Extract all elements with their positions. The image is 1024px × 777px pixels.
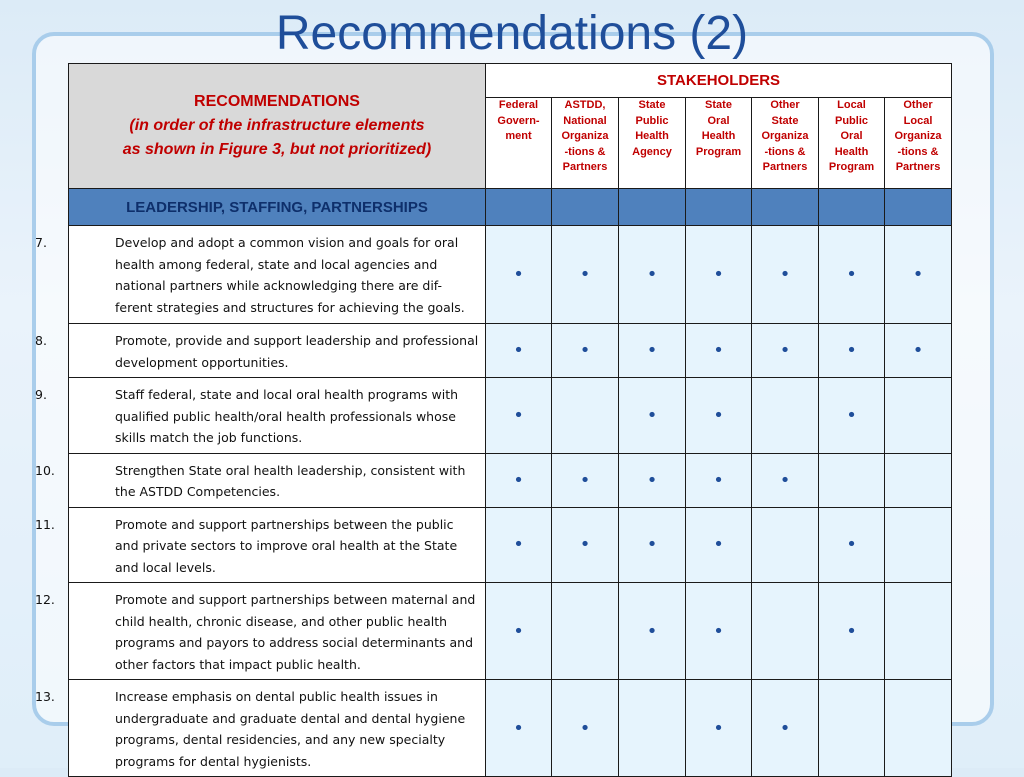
stakeholder-empty-cell [752,507,819,583]
bullet-dot-icon: • [713,620,724,642]
recommendation-number: 9. [35,387,47,402]
stakeholder-dot-cell [486,324,552,378]
stakeholder-column-header-line: Oral [840,130,863,142]
recommendations-header-sub2: as shown in Figure 3, but not prioritized) [122,141,432,158]
table-row [69,680,952,777]
recommendation-text: Strengthen State oral health leadership, consistent with the ASTDD Competencies. [115,462,466,499]
bullet-dot-icon: • [713,717,724,739]
table-row [69,453,952,507]
bullet-dot-icon: • [513,340,524,361]
bullet-dot-icon: • [779,264,791,285]
stakeholder-column-header-line: Program [828,161,875,173]
bullet-dot-icon: • [846,264,857,285]
stakeholder-column-header-line: Other [770,99,800,111]
stakeholder-dot-cell [752,226,819,324]
bullet-dot-icon: • [513,264,524,285]
stakeholder-column-header-line: Program [695,145,742,158]
stakeholder-dot-cell [819,324,885,378]
table-row [69,324,952,378]
stakeholder-dot-cell [486,226,552,324]
recommendation-cell [35,507,486,583]
stakeholder-dot-cell [552,324,619,378]
stakeholder-column-header-line: Federal [498,99,539,111]
bullet-dot-icon: • [579,469,591,491]
stakeholder-column-header-line: Organiza [561,130,609,142]
stakeholder-dot-cell [486,507,552,583]
stakeholder-dot-cell [619,507,686,583]
stakeholder-dot-cell [619,453,686,507]
stakeholder-column-header-line: Organiza [761,130,809,142]
stakeholder-column-header-line: Health [635,130,669,142]
bullet-dot-icon: • [513,469,524,491]
table-row [69,583,952,680]
recommendation-text: Promote and support partnerships between the public and private sectors to improve oral health at the State and local levels. [115,516,458,575]
stakeholder-dot-cell [619,583,686,680]
section-cell [686,189,752,226]
recommendation-cell [35,453,486,507]
bullet-dot-icon: • [779,340,791,361]
stakeholder-column-header [552,98,619,189]
stakeholder-dot-cell [619,378,686,454]
recommendation-number: 7. [35,235,47,250]
stakeholder-dot-cell [486,453,552,507]
bullet-dot-icon: • [779,469,791,491]
stakeholder-empty-cell [885,507,952,583]
stakeholder-dot-cell [752,453,819,507]
section-cell [752,189,819,226]
stakeholder-dot-cell [885,324,952,378]
stakeholder-empty-cell [752,378,819,454]
table-row [69,507,952,583]
stakeholder-column-header-line: -tions & [897,145,939,158]
stakeholder-dot-cell [552,680,619,777]
table-row [69,378,952,454]
stakeholder-column-header-line: Health [701,130,736,142]
stakeholder-column-header [619,98,686,189]
bullet-dot-icon: • [846,620,857,642]
recommendations-table [35,63,952,777]
stakeholders-header: STAKEHOLDERS [486,64,952,98]
stakeholder-dot-cell [819,226,885,324]
stakeholder-dot-cell [819,507,885,583]
bullet-dot-icon: • [579,264,591,285]
recommendations-header [69,64,486,189]
stakeholder-column-header-line: Partners [562,161,608,173]
bullet-dot-icon: • [779,717,791,739]
recommendation-cell [35,680,486,777]
stakeholder-column-header-line: Govern- [497,114,540,127]
stakeholder-dot-cell [686,583,752,680]
bullet-dot-icon: • [579,534,591,556]
stakeholder-empty-cell [819,680,885,777]
stakeholder-empty-cell [552,378,619,454]
recommendations-header-sub1: (in order of the infrastructure elements [129,117,425,134]
recommendation-number: 11. [35,516,55,532]
stakeholder-dot-cell [486,680,552,777]
stakeholder-dot-cell [619,226,686,324]
stakeholder-dot-cell [552,507,619,583]
recommendation-cell [35,378,486,454]
stakeholder-column-header-line: Health [834,145,869,158]
stakeholder-dot-cell [619,324,686,378]
stakeholder-dot-cell [552,453,619,507]
stakeholder-column-header-line: Oral [707,114,730,127]
stakeholder-column-header-line: Local [903,114,933,127]
bullet-dot-icon: • [846,534,857,556]
bullet-dot-icon: • [579,717,591,739]
stakeholder-column-header-line: State [771,114,799,127]
bullet-dot-icon: • [646,534,658,556]
stakeholder-dot-cell [486,583,552,680]
section-cell [819,189,885,226]
bullet-dot-icon: • [713,534,724,556]
stakeholder-dot-cell [686,378,752,454]
recommendations-header-title: RECOMMENDATIONS [194,93,360,110]
stakeholder-dot-cell [686,507,752,583]
stakeholder-empty-cell [552,583,619,680]
stakeholder-dot-cell [752,680,819,777]
section-cell [885,189,952,226]
stakeholder-column-header-line: Partners [762,161,808,173]
recommendation-number: 12. [35,592,55,607]
stakeholder-column-header-line: Organiza [894,130,942,142]
bullet-dot-icon: • [713,469,724,491]
bullet-dot-icon: • [912,264,924,285]
stakeholder-empty-cell [885,453,952,507]
stakeholder-dot-cell [552,226,619,324]
section-cell [552,189,619,226]
recommendation-cell [35,324,486,378]
recommendation-number: 8. [35,333,47,348]
stakeholder-empty-cell [619,680,686,777]
bullet-dot-icon: • [646,469,658,491]
stakeholder-empty-cell [885,680,952,777]
stakeholder-empty-cell [819,453,885,507]
bullet-dot-icon: • [912,340,924,361]
recommendation-text: Promote and support partnerships between maternal and child health, chronic disease, and other public health programs and payors to address social determinants and other factors that impact public health. [115,592,476,672]
recommendation-text: Increase emphasis on dental public health issues in undergraduate and graduate dental and dental hygiene programs, dental residencies, and any new specialty programs for dental hygienists. [115,689,466,769]
stakeholder-column-header-line: -tions & [764,145,806,158]
stakeholder-dot-cell [486,378,552,454]
stakeholder-column-header-line: -tions & [564,145,606,158]
stakeholder-column-header-line: ment [505,130,532,142]
stakeholder-column-header-line: Public [834,114,868,127]
stakeholder-dot-cell [752,324,819,378]
bullet-dot-icon: • [579,340,591,361]
stakeholder-column-header-line: National [563,114,607,127]
stakeholder-dot-cell [686,324,752,378]
bullet-dot-icon: • [846,404,857,426]
section-label: LEADERSHIP, STAFFING, PARTNERSHIPS [69,189,486,226]
bullet-dot-icon: • [513,717,524,739]
stakeholder-column-header-line: Public [635,114,669,127]
stakeholder-empty-cell [752,583,819,680]
bullet-dot-icon: • [513,620,524,642]
table-row [69,226,952,324]
stakeholder-column-header [885,98,952,189]
recommendation-text: Staff federal, state and local oral health programs with qualified public health/oral health professionals whose skills match the job functions. [115,387,459,445]
stakeholder-column-header [486,98,552,189]
bullet-dot-icon: • [846,340,857,361]
bullet-dot-icon: • [646,404,658,426]
slide-title: Recommendations (2) [275,7,749,60]
stakeholder-dot-cell [885,226,952,324]
bullet-dot-icon: • [513,404,524,426]
stakeholder-column-header-line: Other [903,99,933,111]
stakeholder-column-header-line: Agency [632,145,672,158]
recommendation-cell [35,583,486,680]
stakeholder-column-header-line: State [705,99,732,111]
stakeholder-column-header-line: Local [837,99,866,111]
recommendation-text: Promote, provide and support leadership and professional development opportunities. [115,333,479,370]
stakeholder-dot-cell [819,583,885,680]
section-cell [486,189,552,226]
stakeholder-column-header [819,98,885,189]
recommendation-text: Develop and adopt a common vision and goals for oral health among federal, state and local agencies and national partners while acknowledging there are dif-ferent strategies and structures for achieving the goals. [115,235,465,315]
stakeholder-column-header [752,98,819,189]
bullet-dot-icon: • [513,534,524,556]
stakeholder-column-header-line: Partners [895,161,941,173]
bullet-dot-icon: • [713,340,724,361]
stakeholder-dot-cell [686,226,752,324]
stakeholder-column-header-line: ASTDD, [564,99,606,111]
stakeholder-empty-cell [885,378,952,454]
stakeholder-empty-cell [885,583,952,680]
stakeholder-dot-cell [686,453,752,507]
section-cell [619,189,686,226]
bullet-dot-icon: • [713,264,724,285]
bullet-dot-icon: • [713,404,724,426]
bullet-dot-icon: • [646,264,658,285]
bullet-dot-icon: • [646,340,658,361]
bullet-dot-icon: • [646,620,658,642]
recommendation-number: 10. [35,462,55,478]
recommendation-number: 13. [35,689,55,704]
stakeholder-dot-cell [686,680,752,777]
stakeholder-column-header [686,98,752,189]
recommendation-cell [35,226,486,324]
stakeholder-dot-cell [819,378,885,454]
stakeholder-column-header-line: State [638,99,666,111]
